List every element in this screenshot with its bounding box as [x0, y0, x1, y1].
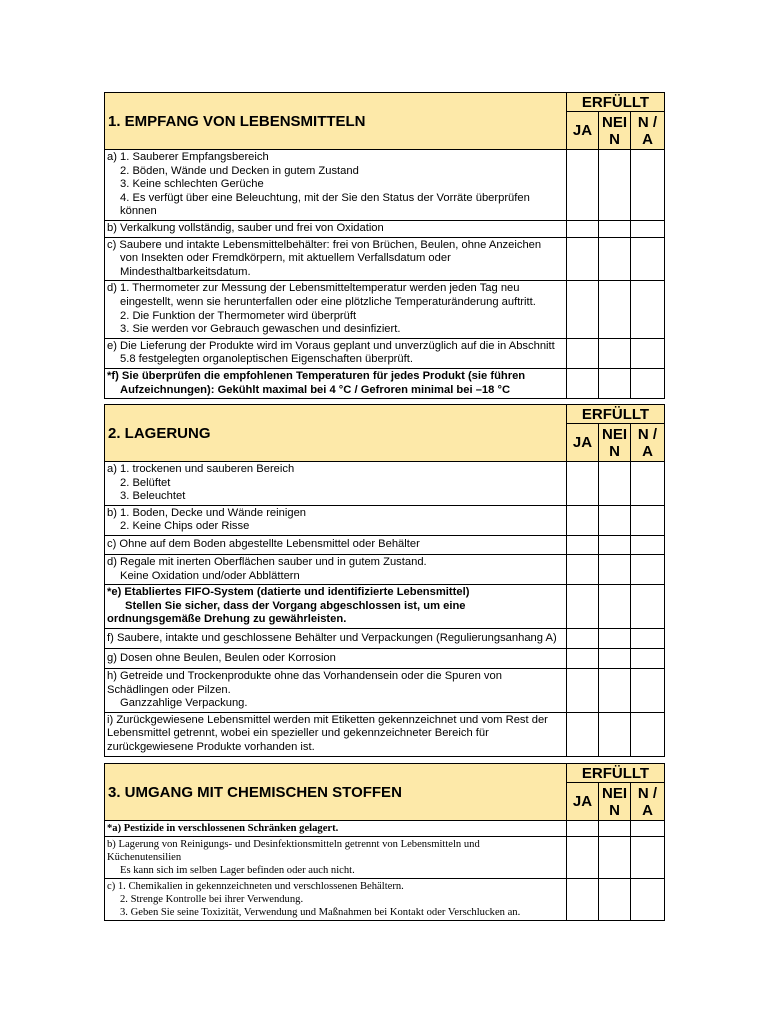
item-text: a) 1. trockenen und sauberen Bereich 2. Belüftet 3. Beleuchtet — [105, 462, 567, 506]
section-title: 1. EMPFANG VON LEBENSMITTELN — [105, 93, 567, 150]
na-checkbox[interactable] — [631, 220, 665, 237]
na-checkbox[interactable] — [631, 338, 665, 368]
ja-checkbox[interactable] — [567, 338, 599, 368]
checklist-row — [105, 237, 665, 281]
item-text: *f) Sie überprüfen die empfohlenen Temperaturen für jedes Produkt (sie führen Aufzeichnungen): Gekühlt maximal bei 4 °C / Gefroren minimal bei –18 °C — [105, 368, 567, 398]
ja-header: JA — [567, 112, 599, 150]
item-text: *a) Pestizide in verschlossenen Schränken gelagert. — [105, 821, 567, 837]
erfuellt-header: ERFÜLLT — [567, 405, 665, 424]
item-text: b) Verkalkung vollständig, sauber und frei von Oxidation — [105, 220, 567, 237]
ja-checkbox[interactable] — [567, 220, 599, 237]
na-checkbox[interactable] — [631, 281, 665, 338]
ja-checkbox[interactable] — [567, 628, 599, 648]
ja-checkbox[interactable] — [567, 150, 599, 221]
checklist-row — [105, 712, 665, 756]
ja-checkbox[interactable] — [567, 712, 599, 756]
na-checkbox[interactable] — [631, 668, 665, 712]
item-text: c) 1. Chemikalien in gekennzeichneten und verschlossenen Behältern. 2. Strenge Kontrolle bei ihrer Verwendung. 3. Geben Sie seine Toxizität, Verwendung und Maßnahmen bei Kontakt oder Verschlucken an. — [105, 879, 567, 921]
nein-checkbox[interactable] — [599, 281, 631, 338]
na-checkbox[interactable] — [631, 712, 665, 756]
checklist-row — [105, 220, 665, 237]
item-text: g) Dosen ohne Beulen, Beulen oder Korrosion — [105, 648, 567, 668]
item-text: *e) Etabliertes FIFO-System (datierte und identifizierte Lebensmittel) Stellen Sie sicher, dass der Vorgang abgeschlossen ist, um eine ordnungsgemäße Drehung zu gewährleisten. — [105, 585, 567, 629]
nein-checkbox[interactable] — [599, 535, 631, 554]
checklist-row — [105, 628, 665, 648]
ja-checkbox[interactable] — [567, 585, 599, 629]
checklist-row — [105, 505, 665, 535]
erfuellt-header: ERFÜLLT — [567, 93, 665, 112]
ja-checkbox[interactable] — [567, 554, 599, 584]
item-text: b) 1. Boden, Decke und Wände reinigen 2. Keine Chips oder Risse — [105, 505, 567, 535]
na-checkbox[interactable] — [631, 150, 665, 221]
checklist-row — [105, 535, 665, 554]
nein-checkbox[interactable] — [599, 668, 631, 712]
ja-checkbox[interactable] — [567, 462, 599, 506]
checklist-row — [105, 150, 665, 221]
item-text: e) Die Lieferung der Produkte wird im Voraus geplant und unverzüglich auf die in Abschnitt 5.8 festgelegten organoleptischen Eigenschaften überprüft. — [105, 338, 567, 368]
nein-checkbox[interactable] — [599, 368, 631, 398]
na-checkbox[interactable] — [631, 237, 665, 281]
ja-checkbox[interactable] — [567, 879, 599, 921]
ja-checkbox[interactable] — [567, 668, 599, 712]
nein-checkbox[interactable] — [599, 628, 631, 648]
ja-checkbox[interactable] — [567, 821, 599, 837]
ja-checkbox[interactable] — [567, 648, 599, 668]
na-checkbox[interactable] — [631, 462, 665, 506]
ja-checkbox[interactable] — [567, 237, 599, 281]
na-checkbox[interactable] — [631, 628, 665, 648]
na-header: N / A — [631, 424, 665, 462]
nein-checkbox[interactable] — [599, 879, 631, 921]
na-checkbox[interactable] — [631, 837, 665, 879]
nein-checkbox[interactable] — [599, 712, 631, 756]
na-checkbox[interactable] — [631, 535, 665, 554]
na-checkbox[interactable] — [631, 554, 665, 584]
item-text: i) Zurückgewiesene Lebensmittel werden mit Etiketten gekennzeichnet und vom Rest der Lebensmittel getrennt, wobei ein spezieller und gekennzeichneter Bereich für zurückgewiesene Produkte vorhanden ist. — [105, 712, 567, 756]
nein-checkbox[interactable] — [599, 554, 631, 584]
nein-checkbox[interactable] — [599, 220, 631, 237]
item-text: h) Getreide und Trockenprodukte ohne das Vorhandensein oder die Spuren von Schädlingen oder Pilzen. Ganzzahlige Verpackung. — [105, 668, 567, 712]
checklist-row — [105, 585, 665, 629]
nein-checkbox[interactable] — [599, 821, 631, 837]
checklist-row — [105, 668, 665, 712]
checklist-row — [105, 554, 665, 584]
nein-checkbox[interactable] — [599, 837, 631, 879]
na-checkbox[interactable] — [631, 648, 665, 668]
ja-checkbox[interactable] — [567, 505, 599, 535]
na-header: N / A — [631, 783, 665, 821]
item-text: d) 1. Thermometer zur Messung der Lebensmitteltemperatur werden jeden Tag neu eingestellt, wenn sie herunterfallen oder eine plötzliche Temperaturänderung auftritt. 2. Die Funktion der Thermometer wird überprüft 3. Sie werden vor Gebrauch gewaschen und desinfiziert. — [105, 281, 567, 338]
nein-header: NEI N — [599, 112, 631, 150]
na-checkbox[interactable] — [631, 368, 665, 398]
ja-checkbox[interactable] — [567, 535, 599, 554]
checklist-row — [105, 879, 665, 921]
ja-checkbox[interactable] — [567, 837, 599, 879]
checklist-row — [105, 338, 665, 368]
nein-checkbox[interactable] — [599, 585, 631, 629]
checklist-row — [105, 821, 665, 837]
section-1-table — [104, 92, 665, 399]
item-text: f) Saubere, intakte und geschlossene Behälter und Verpackungen (Regulierungsanhang A) — [105, 628, 567, 648]
nein-checkbox[interactable] — [599, 462, 631, 506]
na-checkbox[interactable] — [631, 821, 665, 837]
section-title: 2. LAGERUNG — [105, 405, 567, 462]
na-checkbox[interactable] — [631, 505, 665, 535]
checklist-row — [105, 281, 665, 338]
nein-checkbox[interactable] — [599, 150, 631, 221]
na-header: N / A — [631, 112, 665, 150]
section-title: 3. UMGANG MIT CHEMISCHEN STOFFEN — [105, 764, 567, 821]
checklist-row — [105, 837, 665, 879]
nein-header: NEI N — [599, 783, 631, 821]
section-3-table — [104, 763, 665, 921]
item-text: d) Regale mit inerten Oberflächen sauber und in gutem Zustand. Keine Oxidation und/oder Abblättern — [105, 554, 567, 584]
checklist-row — [105, 368, 665, 398]
nein-checkbox[interactable] — [599, 237, 631, 281]
nein-checkbox[interactable] — [599, 648, 631, 668]
ja-checkbox[interactable] — [567, 368, 599, 398]
na-checkbox[interactable] — [631, 879, 665, 921]
item-text: c) Ohne auf dem Boden abgestellte Lebensmittel oder Behälter — [105, 535, 567, 554]
nein-checkbox[interactable] — [599, 338, 631, 368]
ja-checkbox[interactable] — [567, 281, 599, 338]
checklist-row — [105, 462, 665, 506]
item-text: c) Saubere und intakte Lebensmittelbehälter: frei von Brüchen, Beulen, ohne Anzeichen von Insekten oder Fremdkörpern, mit aktuellem Verfallsdatum oder Mindesthaltbarkeitsdatum. — [105, 237, 567, 281]
erfuellt-header: ERFÜLLT — [567, 764, 665, 783]
item-text: a) 1. Sauberer Empfangsbereich 2. Böden, Wände und Decken in gutem Zustand 3. Keine schlechten Gerüche 4. Es verfügt über eine Beleuchtung, mit der Sie den Status der Vorräte überprüfen können — [105, 150, 567, 221]
nein-header: NEI N — [599, 424, 631, 462]
ja-header: JA — [567, 424, 599, 462]
item-text: b) Lagerung von Reinigungs- und Desinfektionsmitteln getrennt von Lebensmitteln und Küchenutensilien Es kann sich im selben Lager befinden oder auch nicht. — [105, 837, 567, 879]
nein-checkbox[interactable] — [599, 505, 631, 535]
checklist-row — [105, 648, 665, 668]
ja-header: JA — [567, 783, 599, 821]
na-checkbox[interactable] — [631, 585, 665, 629]
section-2-table — [104, 404, 665, 757]
